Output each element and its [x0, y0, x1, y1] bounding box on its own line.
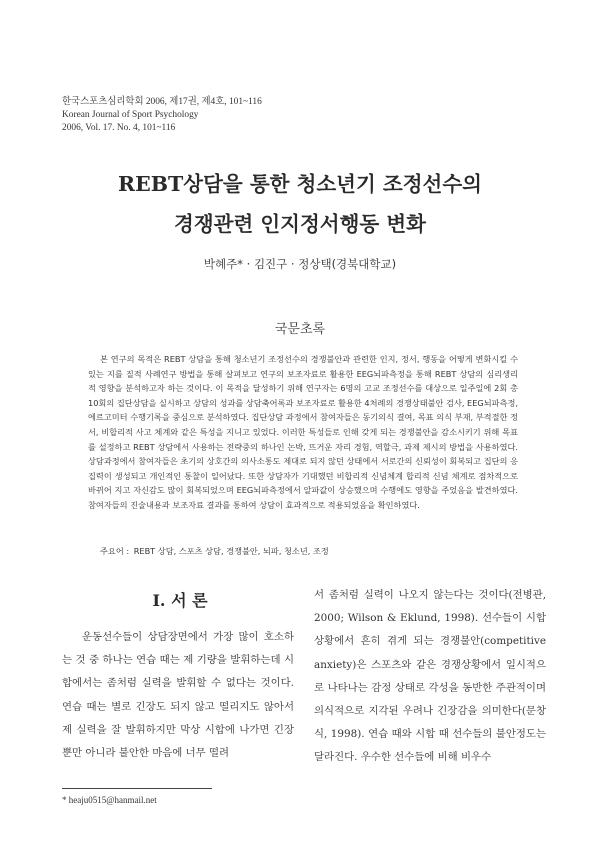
keywords-text: REBT 상담, 스포츠 상담, 경쟁불안, 뇌파, 청소년, 조정	[133, 546, 329, 556]
footnote-email: * heaju0515@hanmail.net	[62, 795, 157, 805]
section-heading-introduction: I. 서 론	[152, 591, 208, 610]
abstract-text: 본 연구의 목적은 REBT 상담을 통해 청소년기 조정선수의 경쟁불안과 관련한 인지, 정서, 행동을 어떻게 변화시킬 수 있는 지를 질적 사례연구 방법을 통해 살펴보고 연구의 보조자료로 활용한 EEG뇌파측정을 통해 REBT 상담의 심리생리적 영향을 분석하고자 하는 것이다. 이 목적을 달성하기 위해 연구자는 6명의 고교 조정선수를 대상으로 일주일에 2회 총10회의 집단상담을 실시하고 상담의 성과를 상담축어록과 보조자료로 활용한 4처례의 경쟁상태불안 검사, EEG뇌파측정, 에르고미터 수행기록을 중심으로 분석하였다. 집단상담 과정에서 참여자들은 동기의식 결여, 목표 의식 부재, 부적절한 정서, 비합리적 사고 체계와 같은 특성을 지니고 있었다. 이러한 특성들로 인해 갖게 되는 경쟁불안을 감소시키기 위해 목표를 설정하고 REBT 상담에서 사용하는 전략중의 하나인 논박, 뜨거운 자리 경험, 역할극, 과제 제시의 방법을 사용하였다. 상담과정에서 참여자들은 초기의 상호간의 의사소통도 제대로 되지 않던 상태에서 서로간의 신뢰성이 회복되고 집단의 응집력이 생성되고 개인적인 통찰이 일어났다. 또한 상담자가 기대했던 비합리적 신념체계 합리적 신념 체계로 점차적으로 바뀌어 지고 자신감도 많이 회복되었으며 EEG뇌파측정에서 알파값이 상승했으며 수행에도 영향을 주었음을 발견하였다. 참여자들의 진술내용과 보조자료 결과를 통하여 상담이 효과적으로 적용되었음을 확인하였다.	[88, 354, 518, 510]
title-line-2: 경쟁관련 인지정서행동 변화	[174, 212, 426, 236]
authors: 박혜주* · 김진구 · 정상택(경북대학교)	[203, 257, 397, 271]
keywords-label: 주요어 :	[100, 546, 130, 556]
journal-line-english: Korean Journal of Sport Psychology	[62, 110, 199, 120]
journal-header	[62, 96, 262, 135]
journal-line-korean: 한국스포츠심리학회 2006, 제17권, 제4호, 101~116	[62, 97, 262, 107]
abstract-heading: 국문초록	[274, 322, 326, 337]
keywords	[100, 546, 329, 557]
body-left-column: 운동선수들이 상담장면에서 가장 많이 호소하는 것 중 하나는 연습 때는 제 기량을 발휘하는데 시합에서는 좀처럼 실력을 발휘할 수 없다는 것이다. 연습 때는 별로 긴장도 되지 않고 떨리지도 않아서 제 실력을 잘 발휘하지만 막상 시합에 나가면 긴장뿐만 아니라 불안한 마음에 너무 떨려	[62, 631, 294, 760]
title-line-1: REBT상담을 통한 청소년기 조정선수의	[118, 172, 482, 196]
body-right-column: 서 좀처럼 실력이 나오지 않는다는 것이다(전병관, 2000; Wilson & Eklund, 1998). 선수들이 시합상황에서 흔히 겪게 되는 경쟁불안(competitive anxiety)은 스포츠와 같은 경쟁상황에서 일시적으로 나타나는 감정 상태로 각성을 동반한 주관적이며 의식적으로 지각된 우려나 긴장감을 의미한다(문창식, 1998). 연습 때와 시합 때 선수들의 불안정도는 달라진다. 우수한 선수들에 비해 비우수	[314, 589, 546, 764]
journal-line-volume: 2006, Vol. 17. No. 4, 101~116	[62, 123, 176, 133]
footnote-divider	[62, 788, 212, 789]
paper-title	[0, 164, 600, 244]
